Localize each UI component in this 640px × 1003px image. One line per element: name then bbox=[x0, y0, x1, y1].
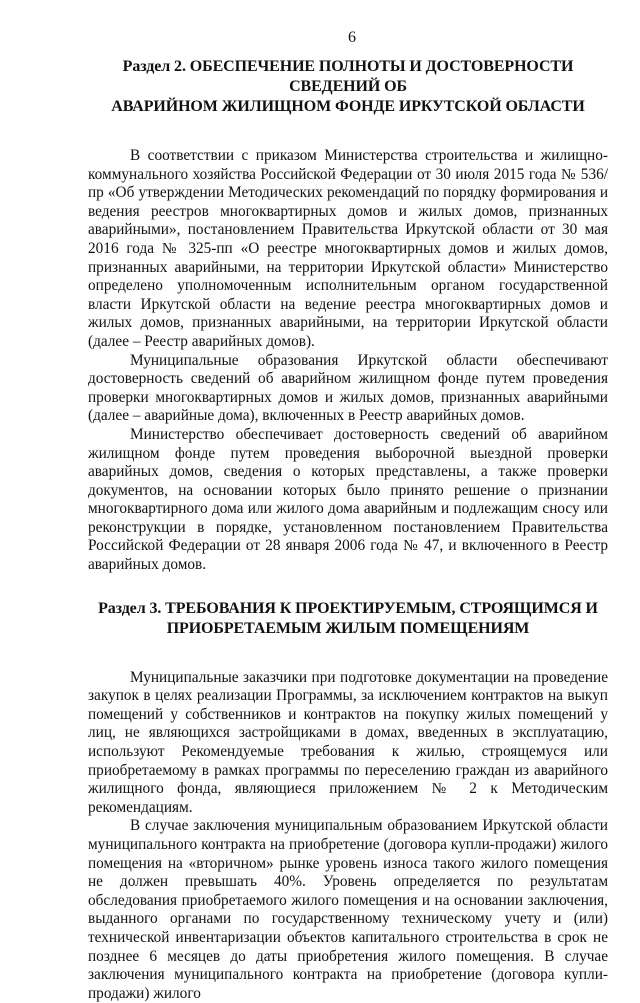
section-3-paragraph-2: В случае заключения муниципальным образованием Иркутской области муниципального контракта на приобретение (договора купли-продажи) жилого помещения на «вторичном» рынке уровень износа такого жилого помещения не должен превышать 40%. Уровень определяется по результатам обследования приобретаемого жилого помещения и на основании заключения, выданного органами по государственному техническому учету и (или) технической инвентаризации объектов капитального строительства в срок не позднее 6 месяцев до даты приобретения жилого помещения. В случае заключения муниципального контракта на приобретение (договора купли-продажи) жилого bbox=[88, 817, 608, 1002]
section-2 bbox=[88, 57, 608, 575]
section-3-paragraph-1: Муниципальные заказчики при подготовке документации на проведение закупок в целях реализации Программы, за исключением контрактов на выкуп помещений у собственников и контрактов на покупку жилых помещений у лиц, не являющихся застройщиками в домах, введенных в эксплуатацию, используют Рекомендуемые требования к жилью, строящемуся или приобретаемому в рамках программы по переселению граждан из аварийного жилищного фонда, являющиеся приложением № 2 к Методическим рекомендациям. bbox=[88, 668, 608, 816]
section-2-paragraph-2: Муниципальные образования Иркутской области обеспечивают достоверность сведений об аварийном жилищном фонде путем проведения проверки многоквартирных домов и жилых домов, признанных аварийными (далее – аварийные дома), включенных в Реестр аварийных домов. bbox=[88, 351, 608, 425]
section-3 bbox=[88, 599, 608, 1003]
section-2-title-line-2: АВАРИЙНОМ ЖИЛИЩНОМ ФОНДЕ ИРКУТСКОЙ ОБЛАСТИ bbox=[111, 98, 585, 115]
page-number: 6 bbox=[348, 29, 356, 46]
section-2-title-line-1: Раздел 2. ОБЕСПЕЧЕНИЕ ПОЛНОТЫ И ДОСТОВЕРНОСТИ СВЕДЕНИЙ ОБ bbox=[122, 58, 574, 95]
section-2-paragraph-3: Министерство обеспечивает достоверность сведений об аварийном жилищном фонде путем проведения выборочной выездной проверки аварийных домов, сведения о которых представлены, а также проверки документов, на основании которых было принято решение о признании многоквартирного дома или жилого дома аварийным и подлежащим сносу или реконструкции в порядке, установленном постановлением Правительства Российской Федерации от 28 января 2006 года № 47, и включенного в Реестр аварийных домов. bbox=[88, 425, 608, 574]
section-2-title bbox=[88, 57, 608, 117]
section-3-title-line-2: ПРИОБРЕТАЕМЫМ ЖИЛЫМ ПОМЕЩЕНИЯМ bbox=[166, 619, 530, 637]
section-3-title bbox=[88, 599, 608, 639]
section-3-title-line-1: Раздел 3. ТРЕБОВАНИЯ К ПРОЕКТИРУЕМЫМ, СТРОЯЩИМСЯ И bbox=[98, 599, 598, 617]
section-2-paragraph-1: В соответствии с приказом Министерства строительства и жилищно-коммунального хозяйства Российской Федерации от 30 июля 2015 года № 536/пр «Об утверждении Методических рекомендаций по порядку формирования и ведения реестров многоквартирных домов и жилых домов, признанных аварийными», постановлением Правительства Иркутской области от 30 мая 2016 года № 325-пп «О реестре многоквартирных домов и жилых домов, признанных аварийными, на территории Иркутской области» Министерство определено уполномоченным исполнительным органом государственной власти Иркутской области на ведение реестра многоквартирных домов и жилых домов, признанных аварийными, на территории Иркутской области (далее – Реестр аварийных домов). bbox=[88, 147, 608, 350]
